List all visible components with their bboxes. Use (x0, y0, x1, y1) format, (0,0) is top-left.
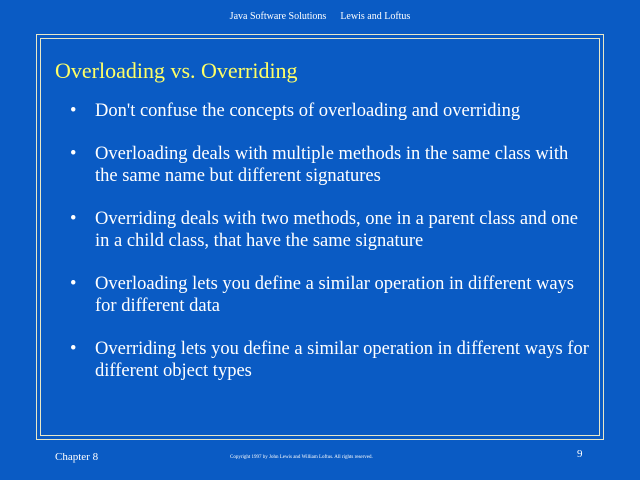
authors: Lewis and Loftus (340, 11, 411, 22)
bullet-item (70, 143, 595, 187)
bullet-glyph: • (70, 144, 77, 164)
bullet-text: Overriding lets you define a similar operation in different ways for different object types (95, 339, 589, 381)
bullet-text: Overriding deals with two methods, one in a parent class and one in a child class, that have the same signature (95, 209, 578, 251)
bullet-item (70, 338, 595, 382)
bullet-glyph: • (70, 274, 77, 294)
bullet-glyph: • (70, 339, 77, 359)
bullet-glyph: • (70, 101, 77, 121)
chapter-label: Chapter 8 (55, 451, 99, 463)
slide-header (0, 11, 640, 22)
bullet-item (70, 208, 595, 252)
bullet-text: Overloading lets you define a similar operation in different ways for different data (95, 274, 574, 316)
copyright-notice: Copyright 1997 by John Lewis and William Loftus. All rights reserved. (230, 455, 373, 460)
bullet-text: Overloading deals with multiple methods in the same class with the same name but different signatures (95, 144, 569, 186)
bullet-item (70, 273, 595, 317)
slide-title: Overloading vs. Overriding (55, 58, 298, 83)
page-number: 9 (577, 448, 583, 460)
bullet-text: Don't confuse the concepts of overloading and overriding (95, 101, 521, 121)
bullet-item (70, 100, 595, 122)
book-title: Java Software Solutions (229, 11, 327, 22)
bullet-list (70, 100, 595, 403)
bullet-glyph: • (70, 209, 77, 229)
